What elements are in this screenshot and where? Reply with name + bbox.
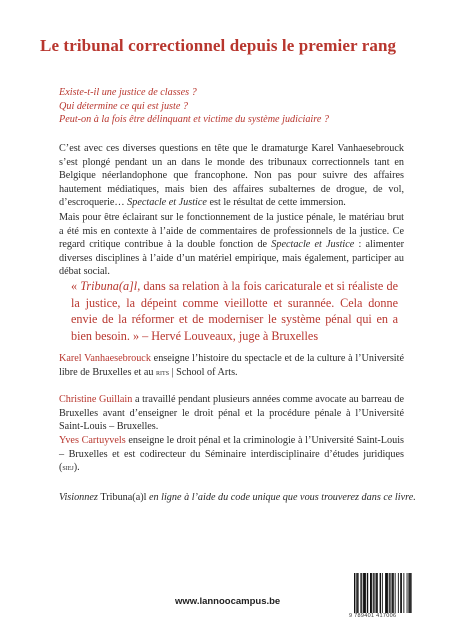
barcode-bar bbox=[385, 573, 386, 613]
barcode-bar bbox=[376, 573, 377, 613]
author-bio-end: | School of Arts. bbox=[169, 366, 238, 378]
question-2: Qui détermine ce qui est juste ? bbox=[59, 100, 189, 112]
barcode-bar bbox=[387, 573, 388, 613]
barcode-bar bbox=[371, 573, 372, 613]
cover-title: Le tribunal correctionnel depuis le premier rang bbox=[40, 36, 397, 55]
institution-abbrev: rits bbox=[156, 366, 170, 377]
barcode-bar bbox=[357, 573, 358, 613]
barcode-icon bbox=[353, 573, 413, 617]
barcode-bar bbox=[373, 573, 374, 613]
online-note-start: Visionnez bbox=[59, 492, 101, 503]
barcode-bar bbox=[376, 573, 377, 613]
barcode-bar bbox=[410, 573, 411, 613]
author-bio bbox=[59, 393, 404, 434]
barcode-bar bbox=[354, 573, 355, 613]
institution-abbrev: siej bbox=[62, 462, 74, 473]
question-1: Existe-t-il une justice de classes ? bbox=[59, 87, 197, 98]
author-name: Christine Guillain bbox=[59, 394, 133, 405]
author-bio bbox=[59, 352, 404, 379]
barcode-bar bbox=[367, 573, 368, 613]
barcode-bar bbox=[395, 573, 396, 613]
barcode-bar bbox=[401, 573, 402, 613]
barcode-bar bbox=[403, 573, 404, 613]
author-bio-text: a travaillé pendant plusieurs années comme avocate au barreau de Bruxelles avant d’enseigner le droit pénal et la procédure pénale à l’Université Saint-Louis – Bruxelles. bbox=[59, 394, 404, 433]
barcode-bar bbox=[408, 573, 409, 613]
author-name: Yves Cartuyvels bbox=[59, 435, 126, 446]
author-bio-text: enseigne le droit pénal et la criminologie à l’Université Saint-Louis – Bruxelles et est codirecteur du Séminaire interdisciplinaire d’études juridiques ( bbox=[59, 435, 405, 474]
brand-name: Tribuna(a)l bbox=[100, 492, 147, 503]
author-bio bbox=[59, 434, 404, 475]
barcode-bar bbox=[382, 573, 383, 613]
barcode-bar bbox=[356, 573, 357, 613]
quote-title-italic: Tribuna(a]l bbox=[80, 279, 138, 293]
barcode-bar bbox=[392, 573, 393, 613]
barcode-number: 9 789401 417006 bbox=[349, 613, 397, 619]
barcode-bar bbox=[365, 573, 366, 613]
book-title-italic: Spectacle et Justice bbox=[127, 197, 207, 209]
paragraph-context-end: : alimenter diverses disciplines à l’aide d’un matériel empirique, mais également, participer au débat social. bbox=[59, 239, 404, 278]
publisher-url[interactable]: www.lannoocampus.be bbox=[175, 596, 281, 607]
barcode-bar bbox=[389, 573, 390, 613]
quote-text: , dans sa relation à la fois caricaturale et si réaliste de la justice, la dépeint comme vieillotte et surannée. Cela donne envie de la réformer et de moderniser le système pénal qui en a bien besoin. » – Hervé Louveaux, juge à Bruxelles bbox=[71, 279, 398, 343]
online-note-end: en ligne à l’aide du code unique que vous trouverez dans ce livre. bbox=[146, 492, 416, 503]
barcode-bar bbox=[363, 573, 364, 613]
barcode-bar bbox=[380, 573, 381, 613]
barcode-bar bbox=[370, 573, 371, 613]
paragraph-intro-end: est le résultat de cette immersion. bbox=[206, 197, 346, 209]
author-name: Karel Vanhaesebrouck bbox=[59, 353, 151, 364]
barcode-bar bbox=[398, 573, 399, 613]
paragraph-intro-text: C’est avec ces diverses questions en tête que le dramaturge Karel Vanhaesebrouck s’est plongé pendant un an dans le monde des tribunaux correctionnels tant en Belgique néerlandophone que francophone. Non pas pour suivre des affaires hautement médiatiques, mais bien des affaires subalternes de drogue, de vol, d’escroquerie… bbox=[59, 143, 404, 209]
barcode-bar bbox=[400, 573, 401, 613]
paragraph-context bbox=[59, 211, 404, 279]
barcode-bar bbox=[411, 573, 412, 613]
paragraph-intro bbox=[59, 142, 404, 210]
online-viewing-note bbox=[59, 491, 419, 505]
quote-open: « bbox=[71, 279, 81, 293]
questions-block bbox=[59, 86, 419, 127]
review-quote bbox=[71, 278, 398, 344]
barcode-bar bbox=[392, 573, 393, 613]
author-bio-end: ). bbox=[73, 462, 80, 474]
question-3: Peut-on à la fois être délinquant et victime du système judiciaire ? bbox=[59, 114, 329, 125]
author-bio-text: enseigne l’histoire du spectacle et de la culture à l’Université libre de Bruxelles et au bbox=[59, 353, 404, 378]
barcode-bar bbox=[360, 573, 361, 613]
book-title-italic: Spectacle et Justice bbox=[271, 239, 355, 251]
barcode-bar bbox=[364, 573, 365, 613]
barcode-bar bbox=[386, 573, 387, 613]
paragraph-context-text: Mais pour être éclairant sur le fonctionnement de la justice pénale, le matériau brut a été mis en contexte à l’aide de commentaires de professionnels de la justice. Ce regard critique contribue à la double fonction de bbox=[59, 212, 404, 251]
barcode-bar bbox=[407, 573, 408, 613]
